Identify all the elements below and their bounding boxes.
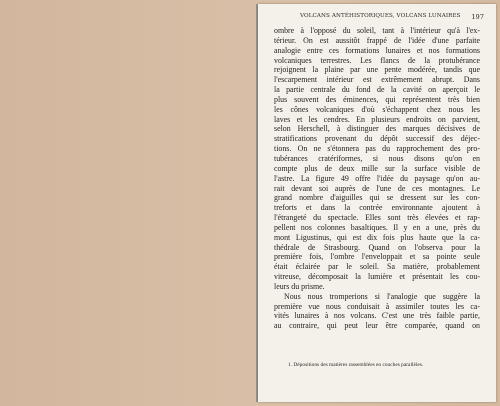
text-line: leurs du prisme. [274, 281, 325, 291]
text-line: l'astre. La figure 49 offre l'idée du paysage qu'on au- [274, 173, 480, 183]
text-line: mont Ligustinus, qui est dix fois plus haute que la ca- [274, 232, 480, 242]
text-line: l'escarpement intérieur est extrêmement abrupt. Dans [274, 75, 480, 85]
text-line: grand nombre d'aiguilles qui se dressent sur les con- [274, 193, 480, 203]
text-line: térieur. On est aussitôt frappé de l'idée d'une parfaite [274, 35, 480, 45]
text-line: pellent nos colonnes basaltiques. Il y en a une, près du [274, 222, 480, 232]
text-line: était éclairée par le soleil. Sa matière, probablement [274, 262, 480, 272]
running-title: VOLCANS ANTÉHISTORIQUES, VOLCANS LUNAIRES [300, 13, 461, 19]
text-line: treforts et dans la contrée environnante ajoutent à [274, 203, 480, 213]
text-line: Nous nous tromperions si l'analogie que suggère la [284, 291, 480, 301]
text-line: les cônes volcaniques d'où s'échappent chez nous les [274, 104, 480, 114]
text-line: plus souvent des éminences, qui représentent très bien [274, 94, 480, 104]
text-line: tubérances cratériformes, si nous disons qu'on en [274, 153, 480, 163]
text-line: l'étrangeté du spectacle. Elles sont très élevées et rap- [274, 213, 480, 223]
text-line: stratifications provenant du dépôt successif des déjec- [274, 134, 480, 144]
page-number: 197 [471, 13, 484, 21]
text-line: rejoignent la plaine par une pente modérée, tandis que [274, 65, 480, 75]
text-line: la partie centrale du fond de la cavité on aperçoit le [274, 85, 480, 95]
text-line: volcaniques terrestres. Les flancs de la protubérance [274, 55, 480, 65]
text-line: première fois, l'ombre l'enveloppait et sa pointe seule [274, 252, 480, 262]
text-line: tions. On ne s'étonnera pas du rapprochement des pro- [274, 144, 480, 154]
text-line: vités lunaires à nos volcans. C'est une très faible partie, [274, 311, 480, 321]
text-line: laves et les cendres. En plusieurs endroits on parvient, [274, 114, 480, 124]
body-text [274, 26, 480, 331]
text-line: analogie entre ces formations lunaires et nos formations [274, 45, 480, 55]
footnote: 1. Dépositions des matières rassemblées en couches parallèles. [288, 362, 424, 368]
text-line: compte plus de deux mille sur la surface visible de [274, 163, 480, 173]
text-line: rait devant soi auprès de l'une de ces montagnes. Le [274, 183, 480, 193]
text-line: vitreuse, décomposait la lumière et présentait les cou- [274, 272, 480, 282]
text-line: selon Herschell, à distinguer des marques décisives de [274, 124, 480, 134]
text-line: ombre à l'opposé du soleil, tant à l'intérieur qu'à l'ex- [274, 26, 480, 35]
book-page [258, 4, 496, 402]
text-line: première vue nous conduisait à assimiler toutes les ca- [274, 301, 480, 311]
text-line: thédrale de Strasbourg. Quand on l'observa pour la [274, 242, 480, 252]
text-line: au contraire, qui peut leur être comparée, quand on [274, 321, 480, 331]
